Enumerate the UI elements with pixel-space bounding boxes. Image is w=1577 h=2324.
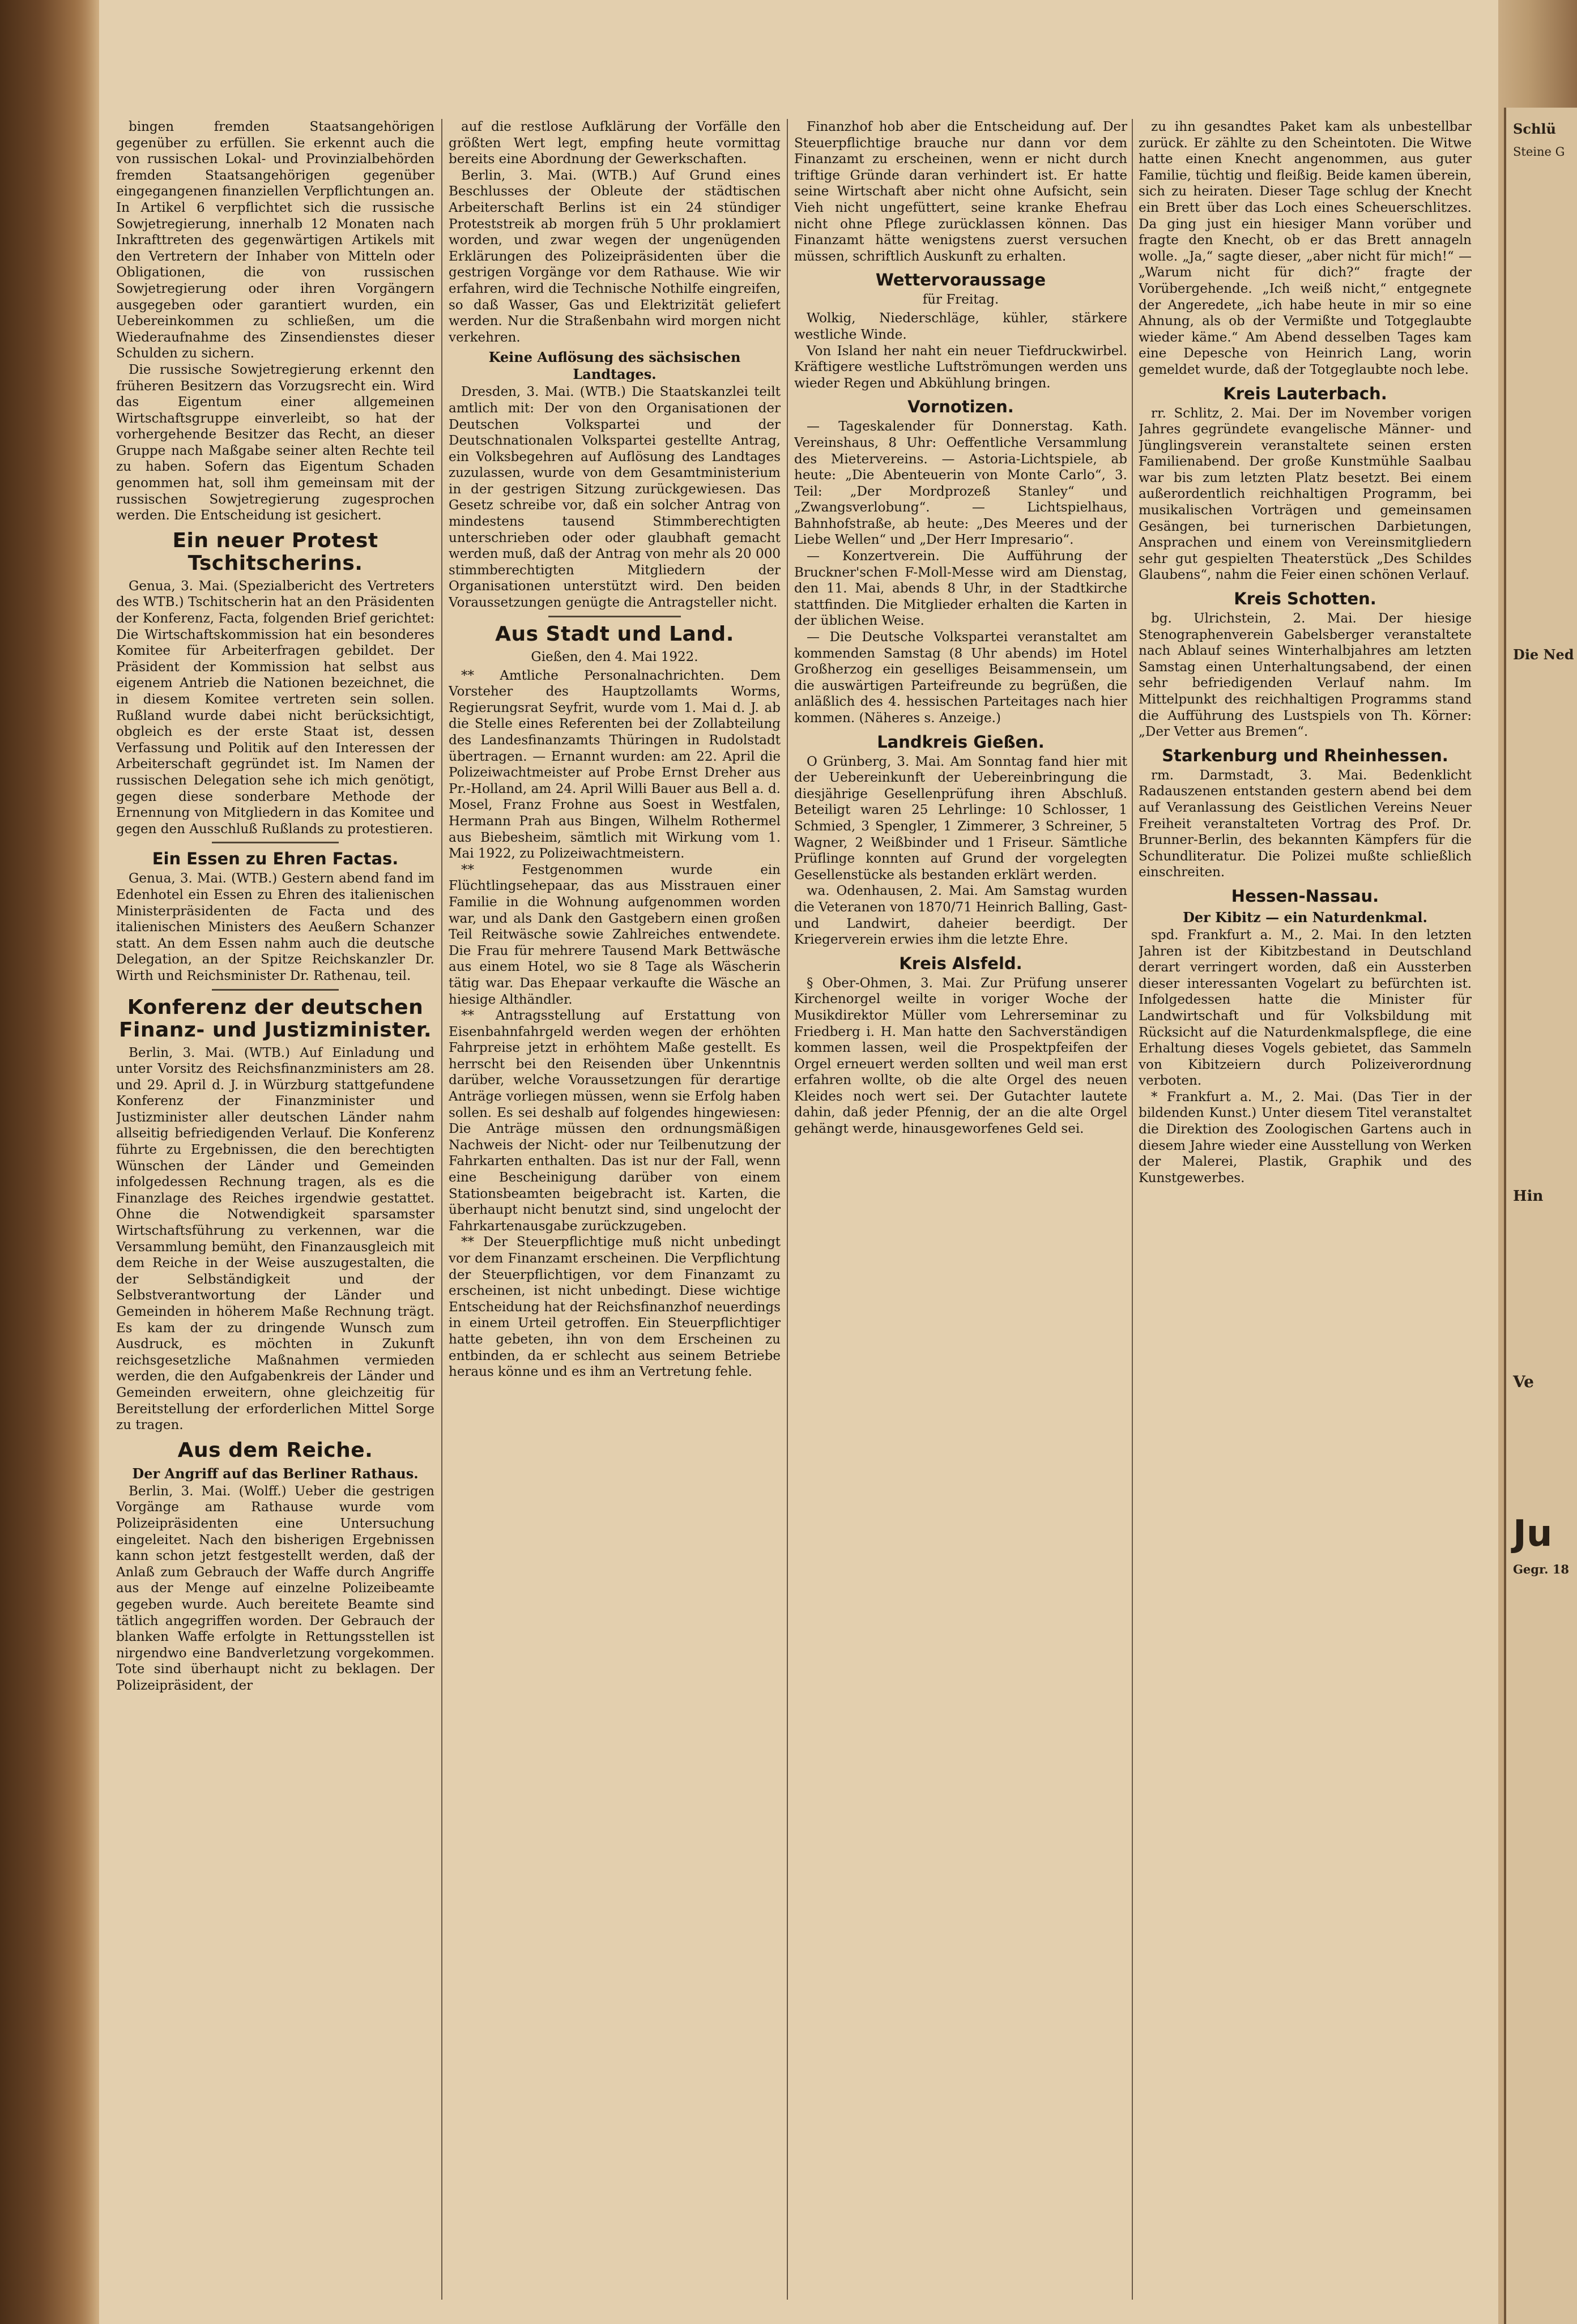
divider bbox=[212, 989, 339, 991]
section-title: Vornotizen. bbox=[907, 397, 1014, 417]
section-title: Aus Stadt und Land. bbox=[495, 622, 734, 646]
article-paragraph: — Konzertverein. Die Aufführung der Bruckner'schen F-Moll-Messe wird am Dienstag, den 11. Mai, abends 8 Uhr, in der Stadtkirche stattfinden. Die Mitglieder erhalten die Karten in der üblichen Weise. bbox=[794, 549, 1127, 629]
column-rule bbox=[441, 119, 442, 2300]
article-paragraph: rr. Schlitz, 2. Mai. Der im November vorigen Jahres gegründete evangelische Männer- und Jünglingsverein veranstaltete seinen ersten Familienabend. Der große Kunstmühle Saalbau war bis zum letzten Platz besetzt. Bei einem außerordentlich reichhaltigen Programm, bei musikalischen Vorträgen und gemeinsamen Gesängen, bei turnerischen Darbietungen, Ansprachen und einem von Vereinsmitgliedern sehr gut gespielten Theaterstück „Des Schildes Glaubens“, nahm die Feier einen schönen Verlauf. bbox=[1139, 406, 1472, 583]
article-paragraph: bingen fremden Staatsangehörigen gegenüber zu erfüllen. Sie erkennt auch die von russischen Lokal- und Provinzialbehörden fremden Staatsangehörigen gegenüber eingegangenen finanziellen Verpflichtungen an. In Artikel 6 verpflichtet sich die russische Sowjetregierung, innerhalb 12 Monaten nach Inkrafttreten des gegenwärtigen Artikels mit den Vertretern der Inhaber von Mitteln oder Obligationen, die von russischen Sowjetregierung oder ihren Vorgängern ausgegeben oder garantiert wurden, ein Uebereinkommen zu schließen, um die Wiederaufnahme des Zinsendienstes dieser Schulden zu sichern. bbox=[116, 120, 434, 361]
section-title: Aus dem Reiche. bbox=[177, 1438, 373, 1462]
next-page-fragment: Steine G bbox=[1513, 145, 1565, 159]
article-paragraph: wa. Odenhausen, 2. Mai. Am Samstag wurden die Veteranen von 1870/71 Heinrich Balling, Gast- und Landwirt, daheier beerdigt. Der Kriegerverein erwies ihm die letzte Ehre. bbox=[794, 884, 1127, 948]
column-4 bbox=[1139, 119, 1472, 2300]
article-paragraph: ** Der Steuerpflichtige muß nicht unbedingt vor dem Finanzamt erscheinen. Die Verpflichtung der Steuerpflichtigen, vor dem Finanzamt zu erscheinen, ist nicht unbedingt. Diese wichtige Entscheidung hat der Reichsfinanzhof neuerdings in einem Urteil getroffen. Ein Steuerpflichtiger hatte gebeten, ihn von dem Erscheinen zu entbinden, da er schlecht aus seinem Betriebe heraus könne und es ihm an Vertretung fehle. bbox=[449, 1235, 781, 1380]
subheading: für Freitag. bbox=[922, 292, 999, 308]
column-1 bbox=[116, 119, 434, 2300]
article-paragraph: spd. Frankfurt a. M., 2. Mai. In den letzten Jahren ist der Kibitzbestand in Deutschland derart verringert worden, daß ein Aussterben dieser interessanten Vogelart zu befürchten ist. Infolgedessen hatte die Minister für Landwirtschaft und für Volksbildung mit Rücksicht auf die Naturdenkmalspflege, die eine Erhaltung dieses Vogels gebietet, das Sammeln von Kibitzeiern durch Polizeiverordnung verboten. bbox=[1139, 927, 1472, 1089]
article-paragraph: § Ober-Ohmen, 3. Mai. Zur Prüfung unserer Kirchenorgel weilte in voriger Woche der Musikdirektor Müller vom Lehrerseminar zu Friedberg i. H. Man hatte den Sachverständigen kommen lassen, weil die Prospektpfeifen der Orgel erneuert werden sollten und weil man erst erfahren wollte, ob die alte Orgel des neuen Kleides noch wert sei. Der Gutachter lautete dahin, daß jeder Pfennig, der an die alte Orgel gehängt werde, hinausgeworfenes Geld sei. bbox=[794, 975, 1127, 1137]
headline: Wettervoraussage bbox=[875, 270, 1046, 290]
divider bbox=[548, 616, 681, 617]
article-paragraph: O Grünberg, 3. Mai. Am Sonntag fand hier mit der Uebereinkunft der Uebereinbringung die diesjährige Gesellenprüfung ihren Abschluß. Beteiligt waren 25 Lehrlinge: 10 Schlosser, 1 Schmied, 3 Spengler, 1 Zimmerer, 3 Schreiner, 5 Wagner, 2 Weißbinder und 1 Friseur. Sämtliche Prüflinge konnten auf Grund der vorgelegten Gesellenstücke als bestanden erklärt werden. bbox=[794, 754, 1127, 882]
article-paragraph: Genua, 3. Mai. (WTB.) Gestern abend fand im Edenhotel ein Essen zu Ehren des italienischen Ministerpräsidenten de Facta und des italienischen Ministers des Aeußern Schanzer statt. An dem Essen nahm auch die deutsche Delegation, an der Spitze Reichskanzler Dr. Wirth und Reichsminister Dr. Rathenau, teil. bbox=[116, 871, 434, 983]
headline: Konferenz der deutschen Finanz- und Justizminister. bbox=[118, 995, 432, 1042]
section-title: Landkreis Gießen. bbox=[877, 732, 1045, 752]
headline: Der Kibitz — ein Naturdenkmal. bbox=[1183, 909, 1427, 926]
column-rule bbox=[787, 119, 788, 2300]
article-paragraph: Wolkig, Niederschläge, kühler, stärkere westliche Winde. bbox=[794, 311, 1127, 342]
book-spine bbox=[0, 0, 99, 2324]
section-title: Starkenburg und Rheinhessen. bbox=[1162, 745, 1448, 765]
article-paragraph: ** Amtliche Personalnachrichten. Dem Vorsteher des Hauptzollamts Worms, Regierungsrat Seyfrit, wurde vom 1. Mai d. J. ab die Stelle eines Referenten bei der Zollabteilung des Landesfinanzamts Thüringen in Rudolstadt übertragen. — Ernannt wurden: am 22. April die Polizeiwachtmeister auf Probe Ernst Dreher aus Pr.-Holland, am 24. April Willi Bauer aus Bell a. d. Mosel, Franz Frohne aus Soest in Westfalen, Hermann Prah aus Bingen, Wilhelm Rothermel aus Biebesheim, sämtlich mit Wirkung vom 1. Mai 1922, zu Polizeiwachtmeistern. bbox=[449, 668, 781, 862]
column-2 bbox=[449, 119, 781, 2300]
column-rule bbox=[1132, 119, 1133, 2300]
article-paragraph: ** Antragsstellung auf Erstattung von Eisenbahnfahrgeld werden wegen der erhöhten Fahrpreise jetzt in erhöhtem Maße gestellt. Es herrscht bei den Reisenden über Unkenntnis darüber, welche Voraussetzungen für derartige Anträge vorliegen müssen, wenn sie Erfolg haben sollen. Es sei deshalb auf folgendes hingewiesen: Die Anträge müssen den ordnungsmäßigen Nachweis der Nicht- oder nur Teilbenutzung der Fahrkarten enthalten. Das ist nur der Fall, wenn eine Bescheinigung darüber von einem Stationsbeamten beigebracht ist. Karten, die überhaupt nicht benutzt sind, sind ungelocht der Fahrkartenausgabe zurückzugeben. bbox=[449, 1008, 781, 1234]
next-page-edge bbox=[1504, 108, 1577, 2324]
article-paragraph: Finanzhof hob aber die Entscheidung auf. Der Steuerpflichtige brauche nur dann vor dem Finanzamt zu erscheinen, wenn er nicht durch triftige Gründe daran verhindert ist. Er hatte seine Wirtschaft aber nicht ohne Aufsicht, sein Vieh nicht ungefüttert, seine kranke Ehefrau nicht ohne Pflege zurücklassen können. Das Finanzamt hätte wenigstens zuerst versuchen müssen, schriftlich Auskunft zu erhalten. bbox=[794, 120, 1127, 264]
article-paragraph: zu ihn gesandtes Paket kam als unbestellbar zurück. Er zählte zu den Scheintoten. Die Witwe hatte einen Knecht angenommen, aus guter Familie, tüchtig und fleißig. Beide kamen überein, sich zu heiraten. Dieser Tage schlug der Knecht ein Brett über das Loch eines Scheuerschlitzes. Da ging just ein hiesiger Mann vorüber und fragte den Knecht, ob er das Brett annageln wolle. „Ja,“ sagte dieser, „aber nicht für mich!“ — „Warum nicht für dich?“ fragte der Vorübergehende. „Ich weiß nicht,“ entgegnete der Angeredete, „ich habe heute in mir so eine Ahnung, als ob der Vermißte und Totgeglaubte wieder käme.“ Am Abend desselben Tages kam eine Depesche von Heinrich Lang, worin gemeldet wurde, daß der Totgeglaubte noch lebe. bbox=[1139, 120, 1472, 377]
headline: Keine Auflösung des sächsischen Landtages. bbox=[488, 349, 741, 383]
dateline: Gießen, den 4. Mai 1922. bbox=[531, 649, 698, 664]
next-page-fragment: Schlü bbox=[1513, 121, 1556, 137]
article-paragraph: * Frankfurt a. M., 2. Mai. (Das Tier in der bildenden Kunst.) Unter diesem Titel veranstaltet die Direktion des Zoologischen Gartens auch in diesem Jahre wieder eine Ausstellung von Werken der Malerei, Plastik, Graphik und des Kunstgewerbes. bbox=[1139, 1089, 1472, 1186]
headline: Ein neuer Protest Tschitscherins. bbox=[172, 528, 378, 575]
next-page-fragment: Hin bbox=[1513, 1188, 1544, 1205]
next-page-fragment: Ju bbox=[1513, 1513, 1553, 1555]
headline: Ein Essen zu Ehren Factas. bbox=[152, 849, 399, 869]
next-page-fragment: Die Ned bbox=[1513, 646, 1574, 663]
article-paragraph: rm. Darmstadt, 3. Mai. Bedenklicht Radauszenen entstanden gestern abend bei dem auf Veranlassung des Geistlichen Vereins Neuer Freiheit veranstalteten Vortrag des Prof. Dr. Brunner-Berlin, des bekannten Kämpfers für die Schundliteratur. Die Polizei mußte schließlich einschreiten. bbox=[1139, 767, 1472, 880]
next-page-fragment: Gegr. 18 bbox=[1513, 1562, 1569, 1576]
column-3 bbox=[794, 119, 1127, 2300]
article-paragraph: Berlin, 3. Mai. (Wolff.) Ueber die gestrigen Vorgänge am Rathause wurde vom Polizeipräsidenten eine Untersuchung eingeleitet. Nach den bisherigen Ergebnissen kann schon jetzt festgestellt werden, daß der Anlaß zum Gebrauch der Waffe durch Angriffe aus der Menge auf einzelne Polizeibeamte gegeben wurde. Auch bereitete Beamte sind tätlich angegriffen worden. Der Gebrauch der blanken Waffe erfolgte in Rettungsstellen ist nirgendwo eine Bandverletzung vorgekommen. Tote sind überhaupt nicht zu beklagen. Der Polizeipräsident, der bbox=[116, 1483, 434, 1693]
section-title: Kreis Alsfeld. bbox=[899, 953, 1022, 973]
article-paragraph: Berlin, 3. Mai. (WTB.) Auf Grund eines Beschlusses der Obleute der städtischen Arbeiterschaft Berlins ist ein 24 stündiger Proteststreik ab morgen früh 5 Uhr proklamiert worden, und zwar wegen der ungenügenden Erklärungen des Polizeipräsidenten über die gestrigen Vorgänge vor dem Rathause. Wie wir erfahren, wird die Technische Nothilfe eingreifen, so daß Wasser, Gas und Elektrizität geliefert werden. Nur die Straßenbahn wird morgen nicht verkehren. bbox=[449, 168, 781, 345]
article-paragraph: ** Festgenommen wurde ein Flüchtlingsehepaar, das aus Misstrauen einer Familie in die Wohnung aufgenommen worden war, und als Dank den Gastgebern einen großen Teil Reitwäsche sowie Zahlreiches entwendete. Die Frau für mehrere Tausend Mark Bettwäsche aus einem Hotel, wo sie 8 Tage als Wäscherin tätig war. Das Ehepaar verkaufte die Wäsche an hiesige Althändler. bbox=[449, 862, 781, 1007]
article-paragraph: Die russische Sowjetregierung erkennt den früheren Besitzern das Vorzugsrecht ein. Wird das Eigentum einer allgemeinen Wirtschaftsgruppe einverleibt, so hat der vorhergehende Besitzer das Recht, an dieser Gruppe nach Maßgabe seiner alten Rechte teil zu haben. Sofern das Eigentum Schaden genommen hat, soll ihm gemeinsam mit der russischen Sowjetregierung zugesprochen werden. Die Entscheidung ist gesichert. bbox=[116, 362, 434, 523]
section-title: Kreis Lauterbach. bbox=[1223, 383, 1387, 403]
section-title: Kreis Schotten. bbox=[1234, 589, 1376, 609]
divider bbox=[212, 842, 339, 843]
next-page-fragment: Ve bbox=[1513, 1372, 1534, 1391]
article-paragraph: — Tageskalender für Donnerstag. Kath. Vereinshaus, 8 Uhr: Oeffentliche Versammlung des Mietervereins. — Astoria-Lichtspiele, ab heute: „Die Abenteuerin von Monte Carlo“, 3. Teil: „Der Mordprozeß Stanley“ und „Zwangsverlobung“. — Lichtspielhaus, Bahnhofstraße, ab heute: „Des Meeres und der Liebe Wellen“ und „Der Herr Impresario“. bbox=[794, 419, 1127, 548]
headline: Der Angriff auf das Berliner Rathaus. bbox=[132, 1465, 419, 1482]
article-paragraph: Dresden, 3. Mai. (WTB.) Die Staatskanzlei teilt amtlich mit: Der von den Organisationen der Deutschen Volkspartei und der Deutschnationalen Volkspartei gestellte Antrag, ein Volksbegehren auf Auflösung des Landtages zuzulassen, wurde von dem Gesamtministerium in der gestrigen Sitzung zurückgewiesen. Das Gesetz schreibe vor, daß ein solcher Antrag von mindestens tausend Stimmberechtigten unterschrieben oder oder glaubhaft gemacht werden muß, daß der Antrag von mehr als 20 000 stimmberechtigten Mitgliedern der Organisationen unterstützt wird. Den beiden Voraussetzungen genügte die Antragsteller nicht. bbox=[449, 385, 781, 611]
article-paragraph: Berlin, 3. Mai. (WTB.) Auf Einladung und unter Vorsitz des Reichsfinanzministers am 28. und 29. April d. J. in Würzburg stattgefundene Konferenz der Finanzminister und Justizminister aller deutschen Länder nahm allseitig befriedigenden Verlauf. Die Konferenz führte zu Ergebnissen, die den berechtigten Wünschen der Länder und Gemeinden infolgedessen Rechnung tragen, als es die Finanzlage des Reiches irgendwie gestattet. Ohne die Notwendigkeit sparsamster Wirtschaftsführung zu verkennen, war die Versammlung bemüht, den Finanzausgleich mit dem Reiche in der Weise auszugestalten, die der Selbständigkeit und der Selbstverantwortung der Länder und Gemeinden in höherem Maße Rechnung trägt. Es kam der zu dringende Wunsch zum Ausdruck, es möchten in Zukunft reichsgesetzliche Maßnahmen vermieden werden, die den Aufgabenkreis der Länder und Gemeinden erweitern, ohne gleichzeitig für Bereitstellung der erforderlichen Mittel Sorge zu tragen. bbox=[116, 1045, 434, 1433]
article-paragraph: auf die restlose Aufklärung der Vorfälle den größten Wert legt, empfing heute vormittag bereits eine Abordnung der Gewerkschaften. bbox=[449, 120, 781, 167]
section-title: Hessen-Nassau. bbox=[1231, 886, 1379, 906]
article-paragraph: Von Island her naht ein neuer Tiefdruckwirbel. Kräftigere westliche Luftströmungen werden uns wieder Regen und Abkühlung bringen. bbox=[794, 343, 1127, 391]
article-paragraph: — Die Deutsche Volkspartei veranstaltet am kommenden Samstag (8 Uhr abends) im Hotel Großherzog ein geselliges Beisammensein, um die auswärtigen Parteifreunde zu begrüßen, die anläßlich des 4. hessischen Parteitages nach hier kommen. (Näheres s. Anzeige.) bbox=[794, 630, 1127, 726]
article-paragraph: bg. Ulrichstein, 2. Mai. Der hiesige Stenographenverein Gabelsberger veranstaltete nach Ablauf seines Winterhalbjahres am letzten Samstag einen Unterhaltungsabend, der einen sehr befriedigenden Verlauf nahm. Im Mittelpunkt des reichhaltigen Programms stand die Aufführung des Lustspiels von Th. Körner: „Der Vetter aus Bremen“. bbox=[1139, 611, 1472, 740]
article-paragraph: Genua, 3. Mai. (Spezialbericht des Vertreters des WTB.) Tschitscherin hat an den Präsidenten der Konferenz, Facta, folgenden Brief gerichtet: Die Wirtschaftskommission hat ein besonderes Komitee für Arbeiterfragen gebildet. Der Präsident der Kommission hat selbst aus eigenem Antrieb die Nationen bezeichnet, die in diesem Komitee vertreten sein sollen. Rußland wurde dabei nicht berücksichtigt, obgleich es der erste Staat ist, dessen Verfassung und Politik auf den Interessen der Arbeiterschaft gegründet ist. Im Namen der russischen Delegation sehe ich mich genötigt, gegen diese sonderbare Methode der Ernennung von Mitgliedern in das Komitee und gegen den Ausschluß Rußlands zu protestieren. bbox=[116, 578, 434, 837]
